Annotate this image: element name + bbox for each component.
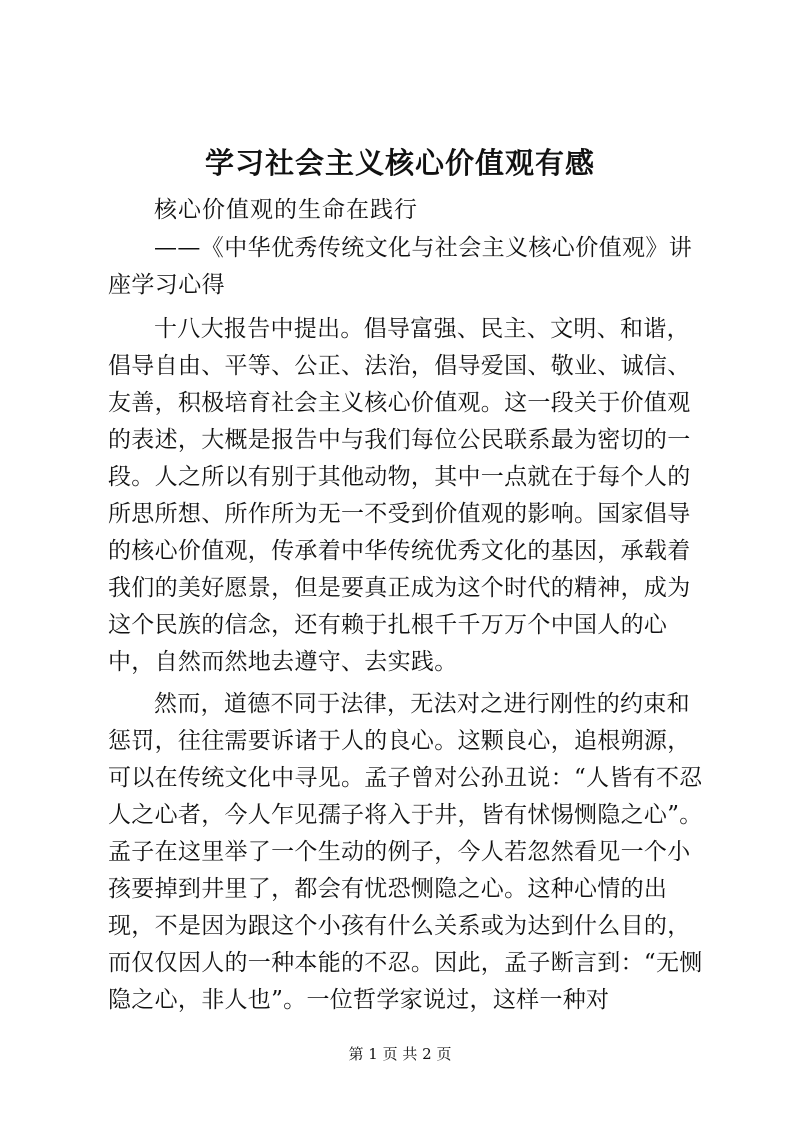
document-title: 学习社会主义核心价值观有感 <box>204 146 595 180</box>
source-line: ——《中华优秀传统文化与社会主义核心价值观》讲座学习心得 <box>108 235 693 298</box>
page-footer: 第 1 页 共 2 页 <box>348 1045 452 1063</box>
document-subtitle: 核心价值观的生命在践行 <box>154 197 418 223</box>
paragraph-1: 十八大报告中提出。倡导富强、民主、文明、和谐，倡导自由、平等、公正、法治，倡导爱国、敬业、诚信、友善，积极培育社会主义核心价值观。这一段关于价值观的表述，大概是报告中与我们每位公民联系最为密切的一段。人之所以有别于其他动物，其中一点就在于每个人的所思所想、所作所为无一不受到价值观的影响。国家倡导的核心价值观，传承着中华传统优秀文化的基因，承载着我们的美好愿景，但是要真正成为这个时代的精神，成为这个民族的信念，还有赖于扎根千千万万个中国人的心中，自然而然地去遵守、去实践。 <box>108 316 691 675</box>
paragraph-2: 然而，道德不同于法律，无法对之进行刚性的约束和惩罚，往往需要诉诸于人的良心。这颗良心，追根朔源，可以在传统文化中寻见。孟子曾对公孙丑说：“人皆有不忍人之心者，今人乍见孺子将入于井，皆有怵惕恻隐之心”。孟子在这里举了一个生动的例子，今人若忽然看见一个小孩要掉到井里了，都会有忧恐恻隐之心。这种心情的出现，不是因为跟这个小孩有什么关系或为达到什么目的，而仅仅因人的一种本能的不忍。因此，孟子断言到：“无恻隐之心，非人也”。一位哲学家说过，这样一种对 <box>108 691 703 1013</box>
